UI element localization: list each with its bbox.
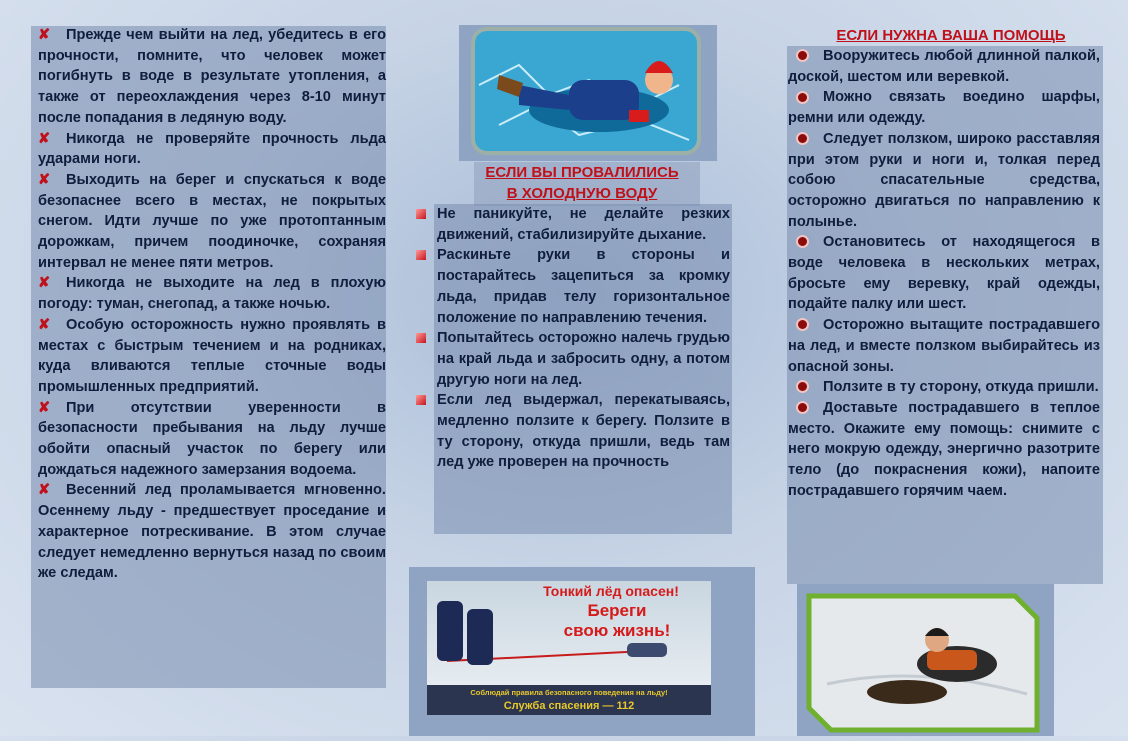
list-item: ✘ Весенний лед проламывается мгновенно. Осеннему льду - предшествует проседание и характерное потрескивание. В этом случае следует немедленно вернуться назад по своим же следам.	[38, 482, 386, 582]
middle-column	[437, 204, 730, 473]
list-item: ✘ Особую осторожность нужно проявлять в местах с быстрым течением и на родниках, куда вливаются теплые сточные воды промышленных предприятий.	[38, 316, 386, 395]
poster-slogan-2: свою жизнь!	[563, 621, 671, 640]
cross-icon: ✘	[38, 27, 51, 43]
ice-fall-illustration	[459, 25, 717, 161]
list-item: Не паникуйте, не делайте резких движений, стабилизируйте дыхание.	[437, 204, 730, 245]
round-bullet-icon	[798, 320, 807, 329]
cross-icon: ✘	[38, 130, 51, 147]
list-item: Вооружитесь любой длинной палкой, доской, шестом или веревкой.	[788, 48, 1100, 85]
round-bullet-icon	[798, 93, 807, 102]
cross-icon: ✘	[38, 399, 51, 416]
list-item: Остановитесь от находящегося в воде человека в нескольких метрах, бросьте ему веревку, край одежды, подайте палку или шест.	[788, 234, 1100, 313]
list-item: ✘ Прежде чем выйти на лед, убедитесь в его прочности, помните, что человек может погибнуть в воде в результате утопления, а также от переохлаждения через 8-10 минут после попадания в ледяную воду.	[38, 27, 386, 126]
poster-rule: Соблюдай правила безопасного поведения на льду!	[470, 688, 668, 697]
round-bullet-icon	[798, 382, 807, 391]
thin-ice-poster	[409, 567, 755, 736]
cross-icon: ✘	[38, 316, 51, 333]
square-bullet-icon	[416, 395, 426, 405]
poster-slogan-1: Береги	[587, 601, 647, 620]
round-bullet-icon	[798, 51, 807, 60]
round-bullet-icon	[798, 237, 807, 246]
ice-rescue-photo	[797, 584, 1054, 736]
right-column	[788, 46, 1100, 501]
square-bullet-icon	[416, 209, 426, 219]
list-item: ✘ Выходить на берег и спускаться к воде безопаснее всего в местах, не покрытых снегом. Идти лучше по уже протоптанным дорожкам, причем поодиночке, сохраняя интервал не менее пяти метров.	[38, 171, 386, 271]
list-item: ✘ При отсутствии уверенности в безопасности пребывания на льду лучше обойти опасный участок по берегу или дождаться надежного замерзания водоема.	[38, 399, 386, 478]
list-item: Доставьте пострадавшего в теплое место. Окажите ему помощь: снимите с него мокрую одежду, энергично разотрите тело (до покраснения кожи), напоите пострадавшего горячим чаем.	[788, 399, 1100, 499]
list-item: ✘ Никогда не выходите на лед в плохую погоду: туман, снегопад, а также ночью.	[38, 275, 386, 313]
square-bullet-icon	[416, 333, 426, 343]
list-item: Осторожно вытащите пострадавшего на лед, и вместе ползком выбирайтесь из опасной зоны.	[788, 317, 1100, 375]
right-heading: ЕСЛИ НУЖНА ВАША ПОМОЩЬ	[836, 27, 1066, 44]
list-item: Следует ползком, широко расставляя при этом руки и ноги и, толкая перед собою спасательные средства, осторожно двигаться по направлению к полынье.	[788, 130, 1100, 230]
list-item: Ползите в ту сторону, откуда пришли.	[788, 377, 1100, 398]
cross-icon: ✘	[38, 171, 51, 188]
middle-heading	[450, 162, 714, 204]
heading-line-2: В ХОЛОДНУЮ ВОДУ	[506, 185, 658, 202]
list-item: Попытайтесь осторожно налечь грудью на край льда и забросить одну, а потом другую ноги на лед.	[437, 328, 730, 390]
round-bullet-icon	[798, 134, 807, 143]
poster-rescue: Служба спасения — 112	[503, 700, 635, 712]
list-item: Можно связать воедино шарфы, ремни или одежду.	[788, 89, 1100, 127]
heading-line-1: ЕСЛИ ВЫ ПРОВАЛИЛИСЬ	[485, 164, 679, 181]
list-item: ✘ Никогда не проверяйте прочность льда ударами ноги.	[38, 130, 386, 168]
list-item: Раскиньте руки в стороны и постарайтесь зацепиться за кромку льда, придав телу горизонтальное положение по направлению течения.	[437, 245, 730, 328]
poster-title: Тонкий лёд опасен!	[543, 583, 679, 599]
round-bullet-icon	[798, 403, 807, 412]
cross-icon: ✘	[38, 482, 51, 499]
left-column	[38, 25, 386, 584]
list-item: Если лед выдержал, перекатываясь, медленно ползите к берегу. Ползите в ту сторону, откуда пришли, ведь там лед уже проверен на прочность	[437, 390, 730, 473]
square-bullet-icon	[416, 250, 426, 260]
cross-icon: ✘	[38, 275, 51, 292]
